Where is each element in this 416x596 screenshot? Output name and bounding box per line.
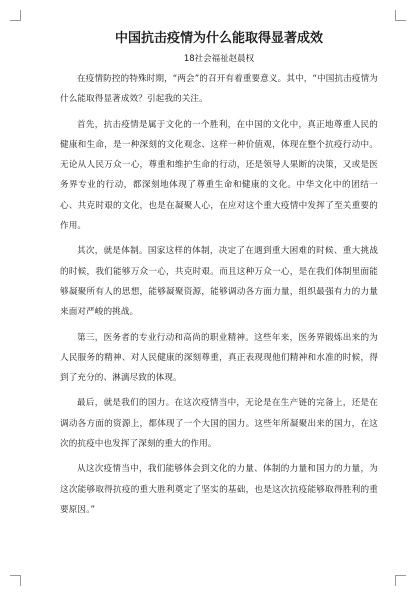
document-page[interactable] (60, 30, 378, 525)
paragraph-system: 其次，就是体制。国家这样的体制，决定了在遇到重大困难的时候、重大挑战的时候，我们能够万众一心，共克时艰。而且这种万众一心，是在我们体制里面能够凝聚所有人的思想，能够凝聚资源，能够调动各方面力量，组织最强有力的力量来面对严峻的挑战。 (60, 246, 378, 318)
paragraph-intro: 在疫情防控的特殊时期，“两会”的召开有着重要意义。其中，“中国抗击疫情为什么能取得显著成效？引起我的关注。 (60, 74, 378, 105)
page-corner-mark-top-left (10, 10, 21, 21)
page-corner-mark-bottom-left (10, 575, 21, 586)
paragraph-conclusion: 从这次疫情当中，我们能够体会到文化的力量、体制的力量和国力的力量，为这次能够取得抗疫的重大胜利奠定了坚实的基础，也是这次抗疫能够取得胜利的重要原因。” (60, 464, 378, 515)
page-corner-mark-top-right (395, 10, 406, 21)
document-byline: 18社会福祉赵晨权 (183, 54, 255, 64)
document-title: 中国抗击疫情为什么能取得显著成效 (114, 31, 323, 46)
paragraph-national-strength: 最后，就是我们的国力。在这次疫情当中，无论是在生产链的完备上，还是在调动各方面的资源上，都体现了一个大国的国力。这些年所凝聚出来的国力，在这次的抗疫中也发挥了深刻的重大的作用。 (60, 398, 378, 450)
paragraph-medical: 第三，医务者的专业行动和高尚的职业精神。这些年来，医务界锻炼出来的为人民服务的精神、对人民健康的深刻尊重，真正表现现他们精神和水准的时候，得到了充分的、淋漓尽致的体现。 (60, 332, 378, 384)
paragraph-culture: 首先，抗击疫情是属于文化的一个胜利，在中国的文化中，真正地尊重人民的健康和生命，是一种深刻的文化观念、这样一种价值观，体现在整个抗疫行动中。无论从人民万众一心，尊重和维护生命的行动，还是领导人果断的决策，又或是医务界专业的行动，都深刻地体现了尊重生命和健康的文化。中华文化中的团结一心、共克时艰的文化，也是在凝聚人心，在应对这个重大疫情中发挥了至关重要的作用。 (60, 119, 378, 232)
page-corner-mark-bottom-right (395, 575, 406, 586)
